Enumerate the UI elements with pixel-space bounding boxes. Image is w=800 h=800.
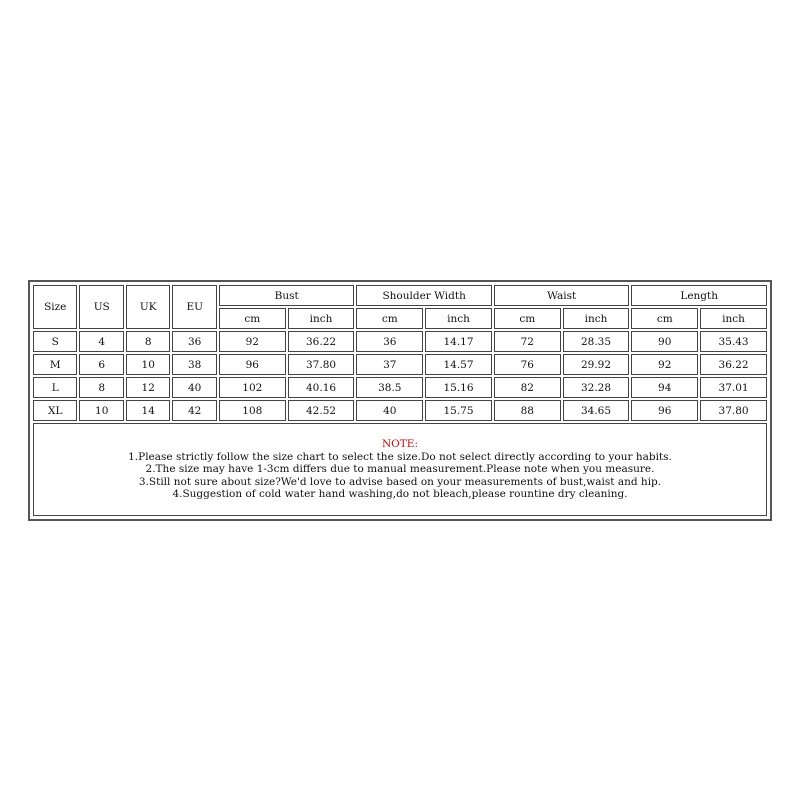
header-row-groups xyxy=(33,285,767,306)
table-cell: 76 xyxy=(494,354,561,375)
table-cell: 94 xyxy=(631,377,698,398)
table-cell: 88 xyxy=(494,400,561,421)
header-uk: UK xyxy=(126,285,170,329)
table-cell: 10 xyxy=(126,354,170,375)
header-size: Size xyxy=(33,285,77,329)
size-label-cell: S xyxy=(33,331,77,352)
table-cell: 42 xyxy=(172,400,216,421)
table-cell: 96 xyxy=(631,400,698,421)
table-cell: 102 xyxy=(219,377,286,398)
header-length: Length xyxy=(631,285,767,306)
size-label-cell: M xyxy=(33,354,77,375)
table-cell: 92 xyxy=(219,331,286,352)
header-bust: Bust xyxy=(219,285,354,306)
table-cell: 15.16 xyxy=(425,377,492,398)
table-cell: 37.80 xyxy=(700,400,767,421)
table-cell: 14.57 xyxy=(425,354,492,375)
table-cell: 12 xyxy=(126,377,170,398)
table-cell: 36 xyxy=(172,331,216,352)
unit-cell: cm xyxy=(356,308,423,329)
table-cell: 28.35 xyxy=(563,331,630,352)
table-cell: 38 xyxy=(172,354,216,375)
table-cell: 72 xyxy=(494,331,561,352)
table-cell: 15.75 xyxy=(425,400,492,421)
table-cell: 8 xyxy=(79,377,123,398)
table-cell: 34.65 xyxy=(563,400,630,421)
note-line: 3.Still not sure about size?We'd love to advise based on your measurements of bust,waist and hip. xyxy=(138,475,662,488)
notes-box xyxy=(33,423,767,516)
table-cell: 6 xyxy=(79,354,123,375)
table-cell: 37.80 xyxy=(288,354,355,375)
table-cell: 96 xyxy=(219,354,286,375)
table-cell: 14 xyxy=(126,400,170,421)
table-cell: 40 xyxy=(172,377,216,398)
table-cell: 42.52 xyxy=(288,400,355,421)
size-label-cell: XL xyxy=(33,400,77,421)
note-line: 4.Suggestion of cold water hand washing,do not bleach,please rountine dry cleaning. xyxy=(172,488,628,501)
size-label-cell: L xyxy=(33,377,77,398)
table-row xyxy=(33,331,767,352)
unit-cell: inch xyxy=(700,308,767,329)
table-cell: 37 xyxy=(356,354,423,375)
table-row xyxy=(33,400,767,421)
unit-cell: cm xyxy=(219,308,286,329)
table-cell: 8 xyxy=(126,331,170,352)
table-cell: 38.5 xyxy=(356,377,423,398)
table-cell: 90 xyxy=(631,331,698,352)
unit-cell: inch xyxy=(563,308,630,329)
size-table xyxy=(31,283,769,423)
table-cell: 108 xyxy=(219,400,286,421)
note-line: 2.The size may have 1-3cm differs due to manual measurement.Please note when you measure. xyxy=(145,463,655,476)
table-cell: 4 xyxy=(79,331,123,352)
note-title: NOTE: xyxy=(381,438,418,451)
table-cell: 35.43 xyxy=(700,331,767,352)
table-cell: 92 xyxy=(631,354,698,375)
table-cell: 82 xyxy=(494,377,561,398)
header-eu: EU xyxy=(172,285,216,329)
unit-cell: inch xyxy=(288,308,355,329)
table-cell: 29.92 xyxy=(563,354,630,375)
unit-cell: cm xyxy=(494,308,561,329)
header-shoulder-width: Shoulder Width xyxy=(356,285,491,306)
table-cell: 14.17 xyxy=(425,331,492,352)
table-cell: 10 xyxy=(79,400,123,421)
table-cell: 40.16 xyxy=(288,377,355,398)
note-line: 1.Please strictly follow the size chart to select the size.Do not select directly according to your habits. xyxy=(128,450,672,463)
header-us: US xyxy=(79,285,123,329)
table-cell: 32.28 xyxy=(563,377,630,398)
table-cell: 37.01 xyxy=(700,377,767,398)
table-cell: 36.22 xyxy=(288,331,355,352)
size-chart xyxy=(28,280,772,521)
table-cell: 36.22 xyxy=(700,354,767,375)
table-row xyxy=(33,377,767,398)
unit-cell: inch xyxy=(425,308,492,329)
table-row xyxy=(33,354,767,375)
unit-cell: cm xyxy=(631,308,698,329)
table-cell: 40 xyxy=(356,400,423,421)
table-cell: 36 xyxy=(356,331,423,352)
header-waist: Waist xyxy=(494,285,629,306)
